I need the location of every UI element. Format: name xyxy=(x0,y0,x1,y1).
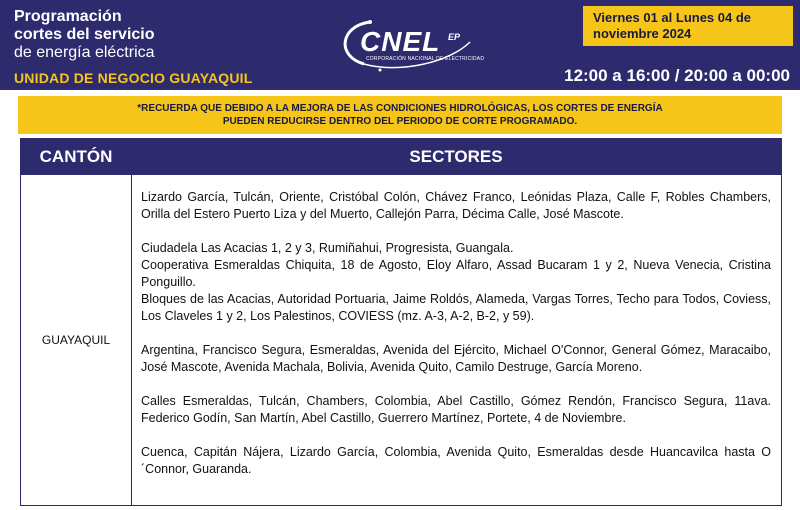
table-header xyxy=(21,139,781,175)
title-line-3: de energía eléctrica xyxy=(14,44,155,61)
date-range-badge xyxy=(583,6,793,46)
sector-group: Argentina, Francisco Segura, Esmeraldas, Avenida del Ejército, Michael O'Connor, General Gómez, Maracaibo, José Mascote, Avenida Machala, Bolivia, Avenida Quito, Camilo Destruge, García Moreno. xyxy=(141,343,771,374)
column-header-canton: CANTÓN xyxy=(39,147,113,166)
notice-line-1: *RECUERDA QUE DEBIDO A LA MEJORA DE LAS CONDICIONES HIDROLÓGICAS, LOS CORTES DE ENERGÍA xyxy=(137,103,663,114)
header-banner xyxy=(0,0,800,90)
schedule-table xyxy=(20,138,782,506)
sector-group: Ciudadela Las Acacias 1, 2 y 3, Rumiñahui, Progresista, Guangala. xyxy=(141,241,514,255)
sectors-cell xyxy=(141,189,771,478)
cnel-logo xyxy=(330,12,485,76)
logo-suffix: EP xyxy=(448,32,461,42)
business-unit-label: UNIDAD DE NEGOCIO GUAYAQUIL xyxy=(14,70,253,86)
notice-line-2: PUEDEN REDUCIRSE DENTRO DEL PERIODO DE CORTE PROGRAMADO. xyxy=(222,116,578,127)
column-divider xyxy=(131,139,132,505)
column-header-sectores: SECTORES xyxy=(409,147,503,166)
sector-group: Cuenca, Capitán Nájera, Lizardo García, Colombia, Avenida Quito, Esmeraldas desde Huancavilca hasta O´Connor, Guaranda. xyxy=(141,445,771,476)
date-line-2: noviembre 2024 xyxy=(593,26,692,41)
sector-group: Calles Esmeraldas, Tulcán, Chambers, Colombia, Abel Castillo, Gómez Rendón, Francisco Segura, 11ava. Federico Godín, San Martín, Abel Castillo, Guerrero Martínez, Portete, 4 de Noviembre. xyxy=(141,394,771,425)
canton-cell: GUAYAQUIL xyxy=(41,333,111,347)
logo-subtitle: CORPORACIÓN NACIONAL DE ELECTRICIDAD xyxy=(366,56,485,62)
title-line-2: cortes del servicio xyxy=(14,26,155,43)
notice-banner xyxy=(18,96,782,134)
sector-group: Cooperativa Esmeraldas Chiquita, 18 de Agosto, Eloy Alfaro, Assad Bucaram 1 y 2, Nueva Venecia, Cristina Ponguillo. xyxy=(141,258,771,289)
date-line-1: Viernes 01 al Lunes 04 de xyxy=(593,10,752,25)
sector-group: Bloques de las Acacias, Autoridad Portuaria, Jaime Roldós, Alameda, Vargas Torres, Techo para Todos, Coviess, Los Claveles 1 y 2, Los Palestinos, COVIESS (mz. A-3, A-2, B-2, y 59). xyxy=(141,292,771,323)
page-title xyxy=(14,8,155,62)
outage-hours: 12:00 a 16:00 / 20:00 a 00:00 xyxy=(564,66,790,85)
logo-wordmark: CNEL xyxy=(360,26,441,57)
title-line-1: Programación xyxy=(14,8,122,25)
sector-group: Lizardo García, Tulcán, Oriente, Cristóbal Colón, Chávez Franco, Leónidas Plaza, Calle F, Robles Chambers, Orilla del Estero Puerto Liza y del Muerto, Callejón Parra, Décima Calle, José Mascote. xyxy=(141,190,771,221)
